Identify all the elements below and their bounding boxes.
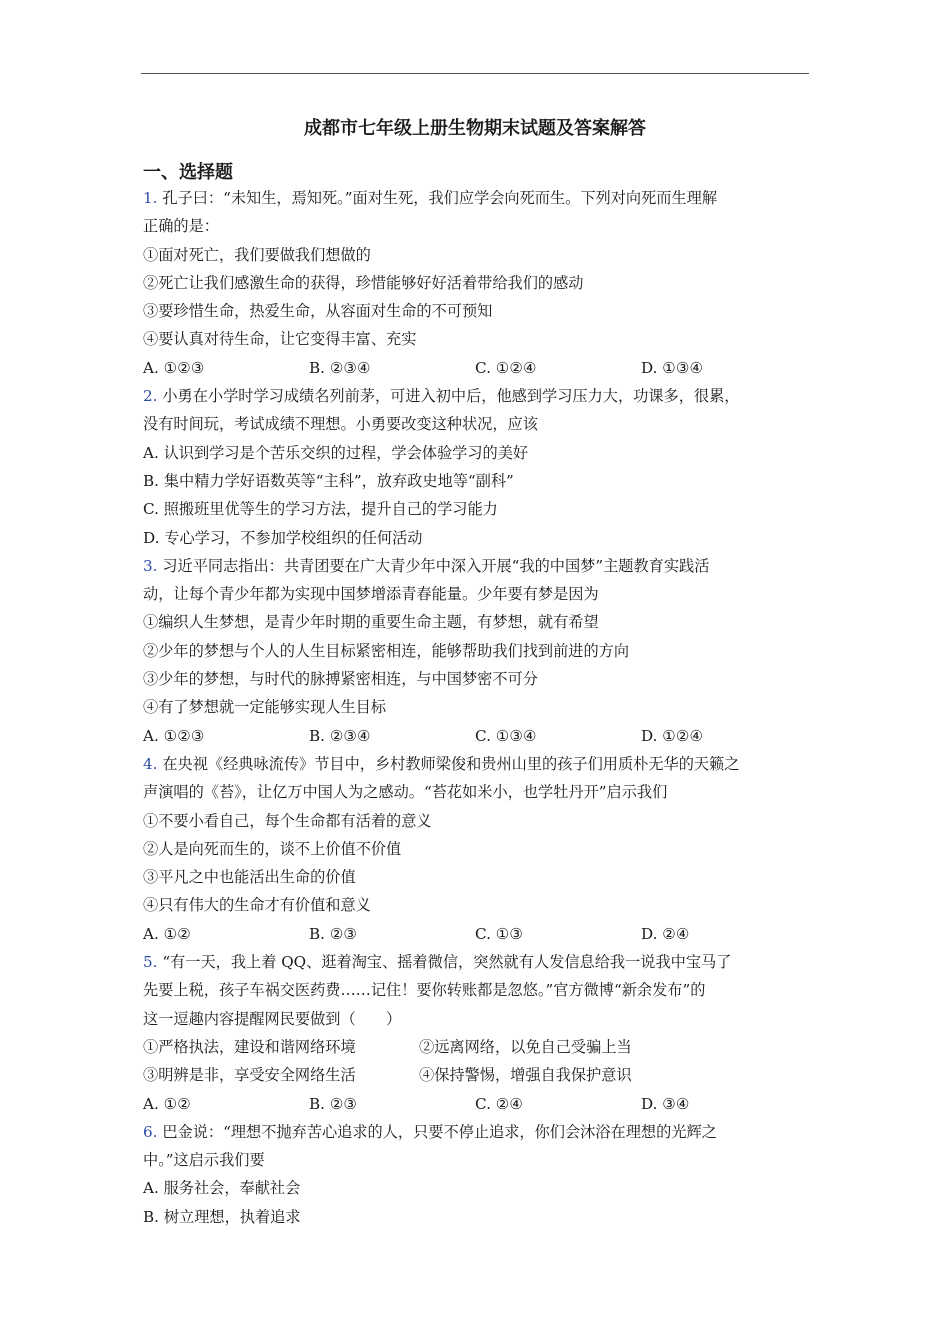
question-2 <box>143 382 813 552</box>
question-number: 2. <box>143 387 158 406</box>
question-1 <box>143 184 813 382</box>
stem-text: 在央视《经典咏流传》节目中，乡村教师梁俊和贵州山里的孩子们用质朴无华的天籁之 <box>162 754 740 773</box>
answer-option: B. ②③④ <box>309 358 371 377</box>
question-number: 4. <box>143 754 158 773</box>
section-heading: 一、选择题 <box>143 162 233 183</box>
statement: ②死亡让我们感激生命的获得，珍惜能够好好活着带给我们的感动 <box>143 273 584 292</box>
answer-option: C. ①②④ <box>475 358 537 377</box>
answer-choice: B. 树立理想，执着追求 <box>143 1207 301 1226</box>
statement: ④有了梦想就一定能够实现人生目标 <box>143 698 386 717</box>
question-stem-line <box>143 976 813 1004</box>
stem-text: 中。”这启示我们要 <box>143 1151 265 1170</box>
statement: ③少年的梦想，与时代的脉搏紧密相连，与中国梦密不可分 <box>143 670 538 689</box>
answer-options <box>143 722 813 750</box>
stem-text: 习近平同志指出：共青团要在广大青少年中深入开展“我的中国梦”主题教育实践活 <box>162 556 710 575</box>
stem-text: 先要上税，孩子车祸交医药费……记住！要你转账都是忽悠。”官方微博“新余发布”的 <box>143 981 706 1000</box>
question-stem-line <box>143 1118 813 1146</box>
statement: ④只有伟大的生命才有价值和意义 <box>143 896 371 915</box>
stem-text: 孔子曰：“未知生，焉知死。”面对生死，我们应学会向死而生。下列对向死而生理解 <box>162 189 718 207</box>
question-stem-line <box>143 750 813 778</box>
answer-option: B. ②③④ <box>309 726 371 745</box>
question-stem-line <box>143 552 813 580</box>
stem-text: 这一逗趣内容提醒网民要做到（ ） <box>143 1009 402 1028</box>
question-stem-line <box>143 778 813 806</box>
question-6 <box>143 1118 813 1231</box>
answer-option: D. ①②④ <box>641 726 704 745</box>
answer-option: B. ②③ <box>309 1094 358 1113</box>
stem-text: 正确的是： <box>143 217 219 236</box>
question-number: 6. <box>143 1122 158 1141</box>
answer-choice: B. 集中精力学好语数英等“主科”，放弃政史地等“副科” <box>143 471 514 490</box>
answer-option: A. ①② <box>143 1094 191 1113</box>
statement: ③平凡之中也能活出生命的价值 <box>143 868 356 887</box>
answer-options <box>143 354 813 382</box>
statement-pair <box>143 1033 813 1061</box>
question-number: 1. <box>143 189 158 207</box>
stem-text: 小勇在小学时学习成绩名列前茅，可进入初中后，他感到学习压力大，功课多，很累， <box>162 387 740 406</box>
question-number: 5. <box>143 953 158 972</box>
stem-text: 没有时间玩，考试成绩不理想。小勇要改变这种状况，应该 <box>143 415 538 434</box>
statement: ②远离网络，以免自己受骗上当 <box>419 1037 632 1056</box>
answer-option: C. ①③④ <box>475 726 537 745</box>
question-number: 3. <box>143 556 158 575</box>
answer-options <box>143 920 813 948</box>
answer-option: C. ①③ <box>475 924 523 943</box>
statement: ④保持警惕，增强自我保护意识 <box>419 1066 632 1085</box>
question-stem-line <box>143 410 813 438</box>
answer-option: A. ①②③ <box>143 358 205 377</box>
answer-option: D. ②④ <box>641 924 690 943</box>
statement: ④要认真对待生命，让它变得丰富、充实 <box>143 330 417 349</box>
answer-option: D. ①③④ <box>641 358 704 377</box>
answer-choice: A. 认识到学习是个苦乐交织的过程，学会体验学习的美好 <box>143 443 529 462</box>
answer-choice: C. 照搬班里优等生的学习方法，提升自己的学习能力 <box>143 500 498 519</box>
question-stem-line <box>143 184 813 212</box>
answer-option: C. ②④ <box>475 1094 523 1113</box>
statement: ①编织人生梦想，是青少年时期的重要生命主题，有梦想，就有希望 <box>143 613 599 632</box>
question-stem-line <box>143 382 813 410</box>
answer-option: A. ①②③ <box>143 726 205 745</box>
question-stem-line <box>143 1146 813 1174</box>
answer-option: B. ②③ <box>309 924 358 943</box>
statement: ①面对死亡，我们要做我们想做的 <box>143 245 371 264</box>
answer-choice: D. 专心学习，不参加学校组织的任何活动 <box>143 528 423 547</box>
statement: ②人是向死而生的，谈不上价值不价值 <box>143 839 402 858</box>
answer-option: D. ③④ <box>641 1094 690 1113</box>
question-stem-line <box>143 580 813 608</box>
document-title: 成都市七年级上册生物期末试题及答案解答 <box>304 118 646 139</box>
question-5 <box>143 948 813 1118</box>
answer-choice: A. 服务社会，奉献社会 <box>143 1179 301 1198</box>
stem-text: 巴金说：“理想不抛弃苦心追求的人，只要不停止追求，你们会沐浴在理想的光辉之 <box>162 1122 717 1141</box>
header-rule <box>141 73 809 74</box>
statement: ③明辨是非，享受安全网络生活 <box>143 1066 356 1085</box>
answer-option: A. ①② <box>143 924 191 943</box>
statement: ①严格执法，建设和谐网络环境 <box>143 1037 356 1056</box>
stem-text: 声演唱的《苔》，让亿万中国人为之感动。“苔花如米小，也学牡丹开”启示我们 <box>143 783 668 802</box>
statement: ③要珍惜生命，热爱生命，从容面对生命的不可预知 <box>143 302 493 321</box>
question-stem-line <box>143 948 813 976</box>
question-4 <box>143 750 813 948</box>
question-stem-line <box>143 1005 813 1033</box>
statement: ①不要小看自己，每个生命都有活着的意义 <box>143 811 432 830</box>
question-list <box>143 184 813 1231</box>
stem-text: “有一天，我上着 QQ、逛着淘宝、摇着微信，突然就有人发信息给我一说我中宝马了 <box>162 953 732 972</box>
statement: ②少年的梦想与个人的人生目标紧密相连，能够帮助我们找到前进的方向 <box>143 641 629 660</box>
statement-pair <box>143 1061 813 1089</box>
stem-text: 动，让每个青少年都为实现中国梦增添青春能量。少年要有梦是因为 <box>143 585 599 604</box>
question-stem-line <box>143 212 813 240</box>
question-3 <box>143 552 813 750</box>
answer-options <box>143 1090 813 1118</box>
